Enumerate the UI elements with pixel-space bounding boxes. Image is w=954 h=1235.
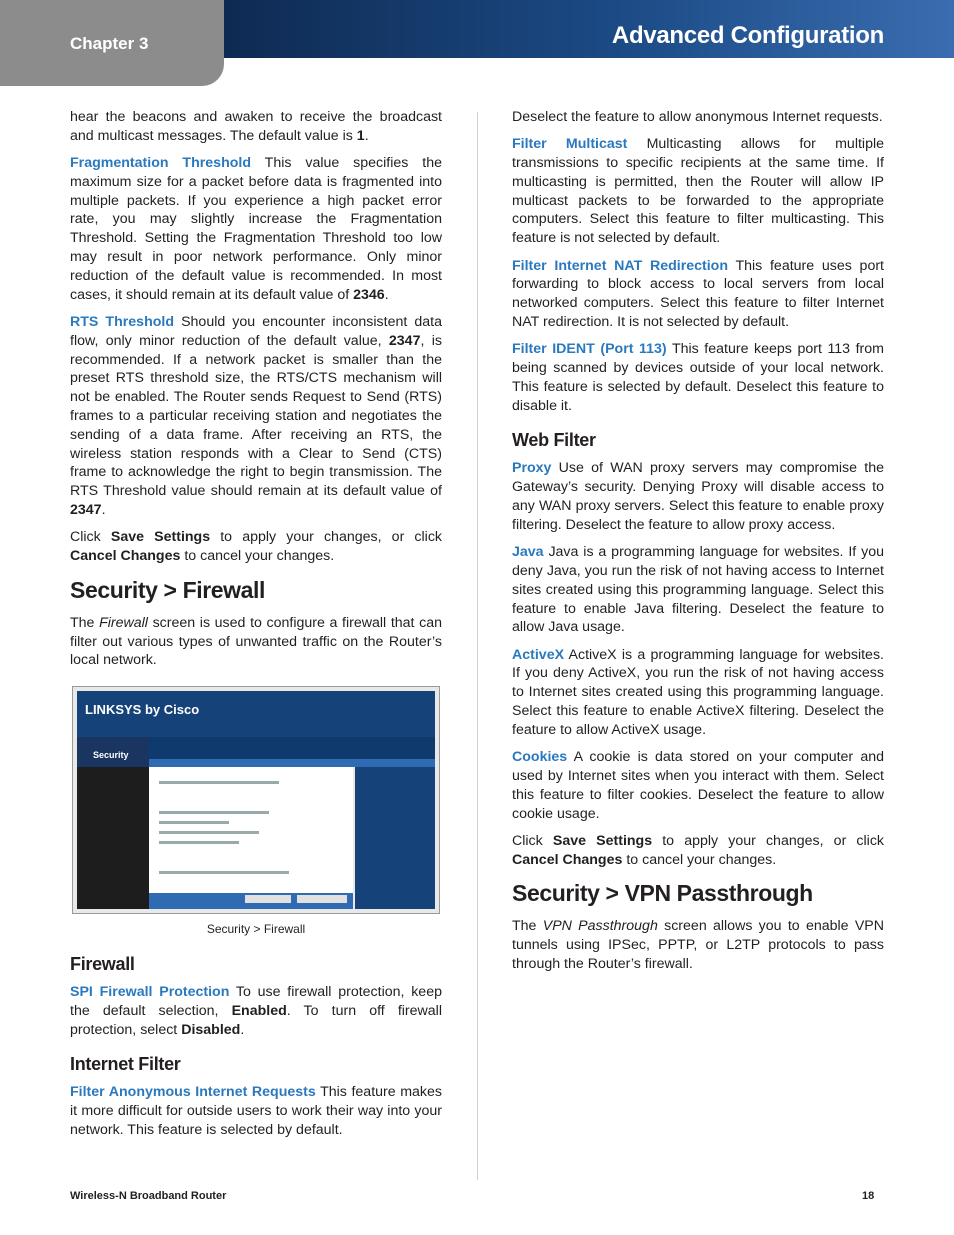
java-term: Java xyxy=(512,544,544,561)
spi-paragraph: SPI Firewall Protection To use firewall protection, keep the default selection, Enabled. To turn off firewall protection, select Disabled. xyxy=(70,984,442,1038)
anonymous-term: Filter Anonymous Internet Requests xyxy=(70,1084,316,1101)
fragmentation-paragraph: Fragmentation Threshold This value specifies the maximum size for a packet before data is fragmented into multiple packets. If you experience a high packet error rate, you may slightly increase the Fragmentation Threshold. Setting the Fragmentation Threshold too low may result in poor network performance. Only minor reduction of the default value is recommended. In most cases, it should remain at its default value of 2346. xyxy=(70,155,443,303)
chapter-tab xyxy=(0,0,224,86)
chapter-label: Chapter 3 xyxy=(70,34,149,53)
nat-term: Filter Internet NAT Redirection xyxy=(512,257,729,274)
section-banner xyxy=(224,0,954,58)
rts-paragraph: RTS Threshold Should you encounter inconsistent data flow, only minor reduction of the default value, 2347, is recommended. If a network packet is smaller than the preset RTS threshold size, the RTS/CTS mechanism will not be enabled. The Router sends Request to Send (RTS) frames to a particular receiving station and negotiates the sending of a data frame. After receiving an RTS, the wireless station responds with a Clear to Send (CTS) frame to acknowledge the right to begin transmission. The RTS Threshold value should remain at its default value of 2347. xyxy=(70,313,442,518)
footer-page-number: 18 xyxy=(862,1190,875,1202)
rts-term: RTS Threshold xyxy=(70,313,175,330)
multicast-paragraph: Filter Multicast Multicasting allows for multiple transmissions to specific recipients at the same time. If multicasting is permitted, then the Router will allow IP multicast packets to be forwarded to the appropriate computers. Select this feature to filter multicasting. This feature is not selected by default. xyxy=(512,136,884,247)
fragmentation-term: Fragmentation Threshold xyxy=(70,155,252,172)
activex-paragraph: ActiveX ActiveX is a programming language for websites. If you deny ActiveX, you run the risk of not having access to Internet sites created using this programming language. Select this feature to enable ActiveX filtering. Deselect the feature to allow ActiveX usage. xyxy=(512,646,884,738)
heading-firewall: Firewall xyxy=(70,954,135,975)
screenshot-caption: Security > Firewall xyxy=(206,922,306,937)
java-paragraph: Java Java is a programming language for websites. If you deny Java, you run the risk of not having access to Internet sites created using this programming language. Select this feature to enable Java filtering. Deselect the feature to allow Java usage. xyxy=(512,544,884,636)
multicast-term: Filter Multicast xyxy=(512,136,628,153)
linksys-logo: LINKSYS by Cisco xyxy=(85,702,200,718)
cookies-paragraph: Cookies A cookie is data stored on your computer and used by Internet sites when you interact with them. Select this feature to filter cookies. Deselect the feature to allow cookie usage. xyxy=(512,749,884,822)
heading-vpn-passthrough: Security > VPN Passthrough xyxy=(512,880,813,907)
ident-term: Filter IDENT (Port 113) xyxy=(512,341,667,358)
save-settings-paragraph-2: Click Save Settings to apply your changes, or click Cancel Changes to cancel your changes. xyxy=(512,832,885,868)
screenshot-security-tab: Security xyxy=(77,737,149,767)
firewall-screenshot xyxy=(72,686,440,914)
section-title: Advanced Configuration xyxy=(611,22,884,49)
anonymous-paragraph: Filter Anonymous Internet Requests This feature makes it more difficult for outside users to work their way into your network. This feature is selected by default. xyxy=(70,1084,442,1138)
heading-security-firewall: Security > Firewall xyxy=(70,576,266,603)
proxy-paragraph: Proxy Use of WAN proxy servers may compromise the Gateway’s security. Denying Proxy will disable access to any WAN proxy servers. Select this feature to enable proxy filtering. Deselect the feature to allow proxy access. xyxy=(512,460,884,533)
ident-paragraph: Filter IDENT (Port 113) This feature keeps port 113 from being scanned by devices outside of your local network. This feature is selected by default. Deselect this feature to disable it. xyxy=(512,341,884,414)
column-divider xyxy=(477,112,478,1180)
vpn-paragraph: The VPN Passthrough screen allows you to enable VPN tunnels using IPSec, PPTP, or L2TP protocols to pass through the Router’s firewall. xyxy=(512,918,884,972)
cookies-term: Cookies xyxy=(512,749,568,766)
spi-term: SPI Firewall Protection xyxy=(70,984,230,1001)
intro-paragraph: hear the beacons and awaken to receive the broadcast and multicast messages. The default value is 1. xyxy=(70,109,442,144)
heading-web-filter: Web Filter xyxy=(512,430,596,451)
left-column xyxy=(70,108,442,1148)
firewall-intro-paragraph: The Firewall screen is used to configure a firewall that can filter out various types of unwanted traffic on the Router’s local network. xyxy=(70,614,442,669)
proxy-term: Proxy xyxy=(512,460,552,477)
activex-term: ActiveX xyxy=(512,646,565,663)
deselect-paragraph: Deselect the feature to allow anonymous Internet requests. xyxy=(512,109,883,125)
nat-paragraph: Filter Internet NAT Redirection This feature uses port forwarding to block access to local servers from local networked computers. Select this feature to filter Internet NAT redirection. It is not selected by default. xyxy=(512,257,885,330)
heading-internet-filter: Internet Filter xyxy=(70,1054,181,1075)
footer-product: Wireless-N Broadband Router xyxy=(70,1190,227,1202)
right-column xyxy=(512,108,884,982)
save-settings-paragraph: Click Save Settings to apply your changes, or click Cancel Changes to cancel your changes. xyxy=(70,529,443,565)
